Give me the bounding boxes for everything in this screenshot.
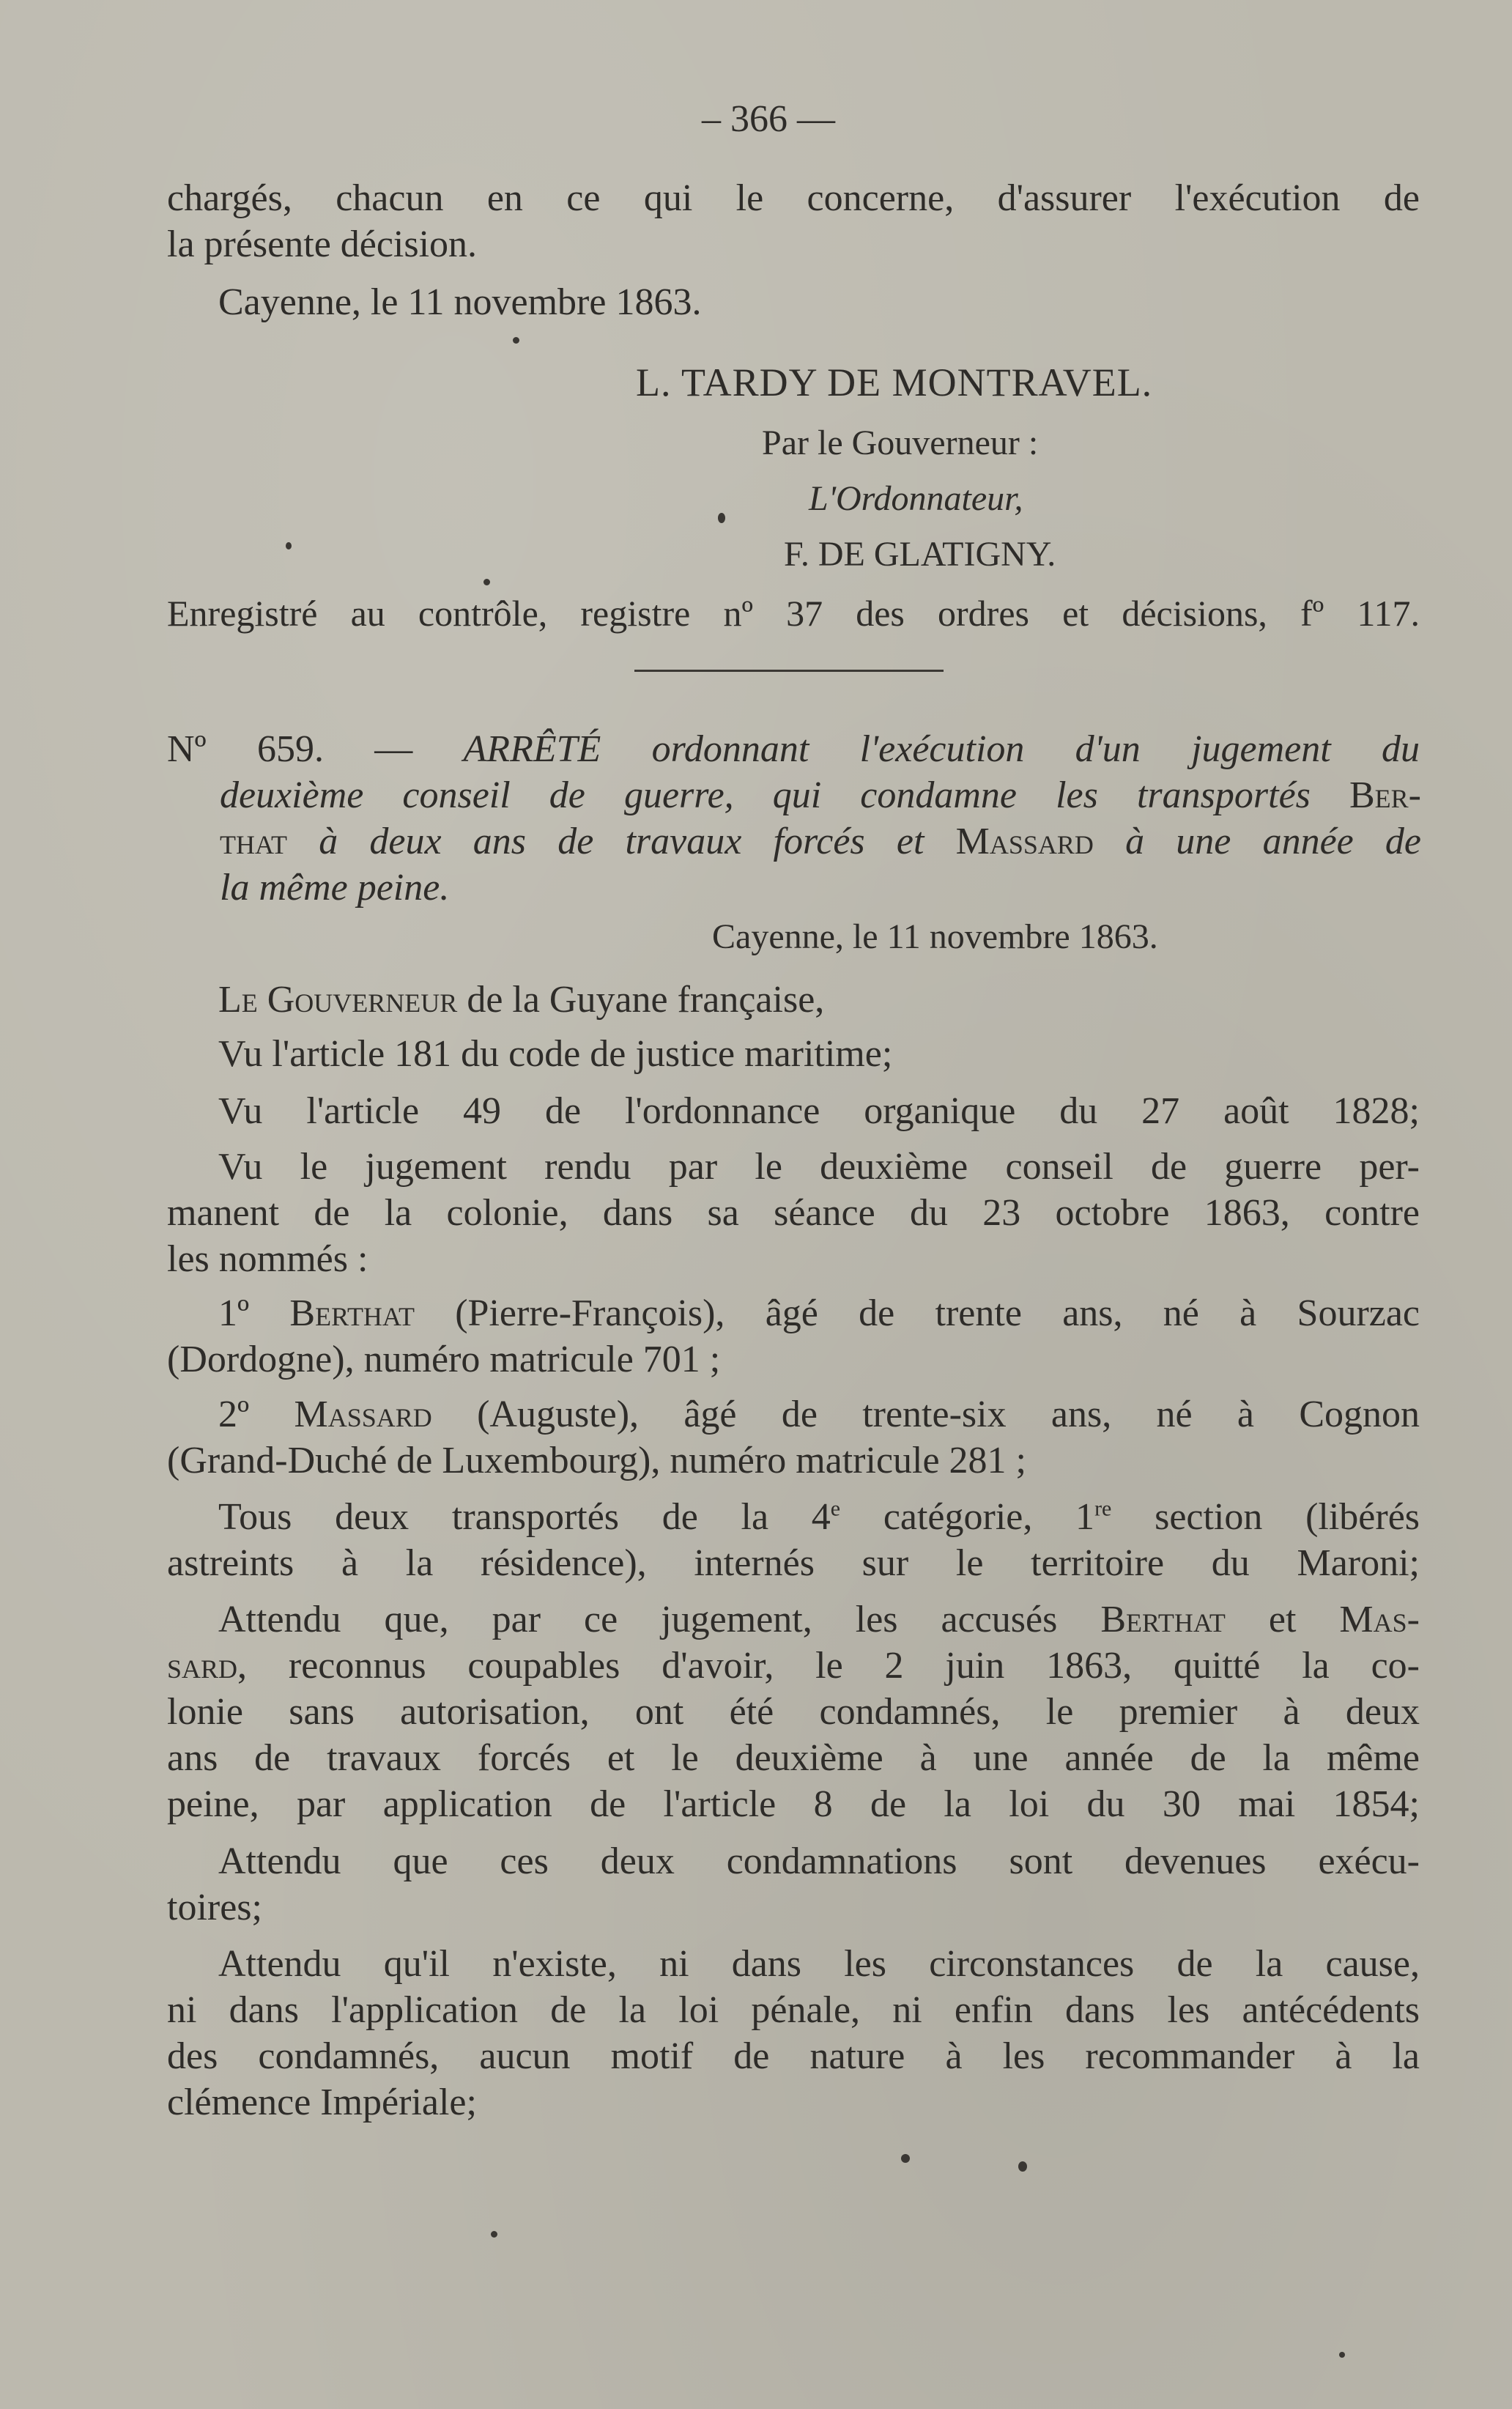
paper-speck (483, 579, 490, 585)
gouverneur-label: Le Gouverneur (218, 979, 458, 1021)
attendu-1-name2b: sard (167, 1645, 238, 1687)
attendu-2-line-b: toires; (167, 1887, 262, 1928)
decree-name-massard: Massard (955, 821, 1094, 862)
vu-line-1: Vu l'article 181 du code de justice maritime; (218, 1033, 893, 1075)
item-2-line-b: (Grand-Duché de Luxembourg), numéro matricule 281 ; (167, 1440, 1026, 1481)
paper-speck (286, 542, 292, 549)
paper-speck (901, 2154, 910, 2163)
item-2-name: Massard (294, 1394, 432, 1435)
paper-speck (1339, 2352, 1345, 2358)
decree-title-line-4: la même peine. (220, 867, 450, 909)
decree-title-line-3 (220, 819, 1421, 865)
attendu-1-b-rest: , reconnus coupables d'avoir, le 2 juin 1863, quitté la co- (237, 1645, 1420, 1687)
attendu-1-line-b (167, 1643, 1420, 1689)
item-2-number: 2º (218, 1394, 250, 1435)
tous-text-1: Tous deux transportés de la 4 (218, 1496, 831, 1538)
decree-title-2: deuxième conseil de guerre, qui condamne les transportés (220, 774, 1311, 816)
attendu-3-line-a: Attendu qu'il n'existe, ni dans les circonstances de la cause, (218, 1943, 1420, 1985)
tous-line-a (218, 1495, 1420, 1540)
attendu-1-line-e: peine, par application de l'article 8 de la loi du 30 mai 1854; (167, 1783, 1420, 1825)
paper-speck (491, 2231, 497, 2238)
item-1-rest: (Pierre-François), âgé de trente ans, né à Sourzac (455, 1292, 1420, 1334)
item-1-number: 1º (218, 1292, 250, 1334)
intro-date: Cayenne, le 11 novembre 1863. (218, 281, 702, 323)
paper-speck (718, 513, 725, 523)
vu-line-2: Vu l'article 49 de l'ordonnance organique du 27 août 1828; (218, 1090, 1420, 1132)
vu-line-3b: manent de la colonie, dans sa séance du 23 octobre 1863, contre (167, 1192, 1420, 1234)
page-number: – 366 — (702, 98, 835, 140)
decree-title-1: ARRÊTÉ ordonnant l'exécution d'un jugement du (463, 728, 1420, 770)
tous-text-3: section (libérés (1111, 1496, 1420, 1538)
attendu-1-line-a (218, 1597, 1420, 1643)
section-divider (634, 670, 944, 672)
gouverneur-line (218, 977, 1420, 1023)
paper-speck (513, 337, 519, 344)
attendu-3-line-b: ni dans l'application de la loi pénale, ni enfin dans les antécédents (167, 1989, 1420, 2031)
item-1-line-b: (Dordogne), numéro matricule 701 ; (167, 1339, 721, 1380)
tous-sup-2: re (1094, 1496, 1112, 1521)
tous-text-2: catégorie, 1 (840, 1496, 1095, 1538)
vu-line-3c: les nommés : (167, 1238, 368, 1280)
attendu-1-name: Berthat (1100, 1599, 1226, 1640)
decree-title-line-1 (167, 727, 1420, 772)
registration-line: Enregistré au contrôle, registre nº 37 des ordres et décisions, fº 117. (167, 593, 1420, 634)
decree-name-berthat-a: Ber- (1349, 774, 1421, 816)
item-1-line-a (218, 1291, 1420, 1336)
signature-ordonnateur: F. DE GLATIGNY. (784, 535, 1056, 574)
intro-line-2: la présente décision. (167, 223, 478, 265)
decree-title-end: à une année de (1125, 821, 1422, 862)
item-1-name: Berthat (289, 1292, 415, 1334)
paper-speck (1018, 2161, 1027, 2172)
decree-title-line-2 (220, 773, 1421, 818)
intro-line-1: chargés, chacun en ce qui le concerne, d'assurer l'exécution de (167, 177, 1420, 219)
tous-sup-1: e (830, 1496, 841, 1521)
gouverneur-rest: de la Guyane française, (467, 979, 825, 1021)
signature-governor: L. TARDY DE MONTRAVEL. (636, 360, 1153, 404)
attendu-1-line-d: ans de travaux forcés et le deuxième à une année de la même (167, 1737, 1420, 1779)
attendu-1-line-c: lonie sans autorisation, ont été condamnés, le premier à deux (167, 1691, 1420, 1733)
tous-line-b: astreints à la résidence), internés sur le territoire du Maroni; (167, 1542, 1420, 1584)
decree-date: Cayenne, le 11 novembre 1863. (712, 917, 1158, 956)
vu-line-3a: Vu le jugement rendu par le deuxième conseil de guerre per- (218, 1146, 1420, 1188)
item-2-rest: (Auguste), âgé de trente-six ans, né à Cognon (477, 1394, 1420, 1435)
attendu-1-text: Attendu que, par ce jugement, les accusés (218, 1599, 1058, 1640)
signature-par: Par le Gouverneur : (762, 423, 1039, 462)
attendu-1-et: et (1268, 1599, 1297, 1640)
attendu-2-line-a: Attendu que ces deux condamnations sont devenues exécu- (218, 1840, 1420, 1882)
signature-role: L'Ordonnateur, (809, 479, 1023, 518)
item-2-line-a (218, 1392, 1420, 1437)
attendu-3-line-d: clémence Impériale; (167, 2081, 477, 2123)
attendu-3-line-c: des condamnés, aucun motif de nature à les recommander à la (167, 2035, 1420, 2077)
attendu-1-name2a: Mas- (1339, 1599, 1420, 1640)
decree-name-berthat-b: that (220, 821, 287, 862)
decree-number: Nº 659. — (167, 728, 413, 770)
decree-title-mid: à deux ans de travaux forcés et (319, 821, 924, 862)
